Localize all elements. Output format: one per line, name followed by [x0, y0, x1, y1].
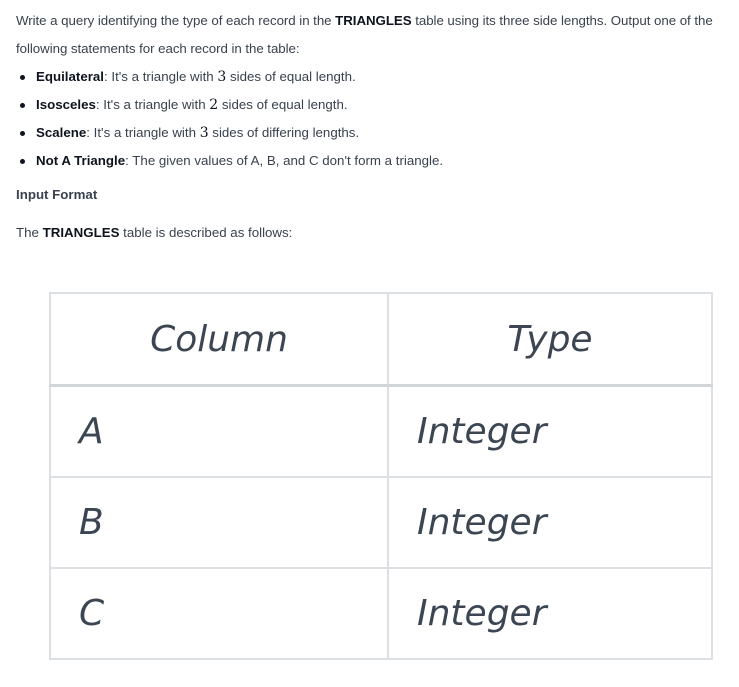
- statement-number: 3: [217, 69, 227, 85]
- intro-text-end: table using its three side lengths. Output one of the following statements for each record in the table:: [16, 13, 713, 56]
- bullet-icon: [20, 159, 25, 164]
- list-item: [16, 91, 732, 119]
- statement-term: Scalene: [36, 125, 87, 140]
- statement-text: : The given values of A, B, and C don't form a triangle.: [125, 153, 444, 168]
- statement-list: [16, 63, 732, 175]
- statement-text-end: sides of differing lengths.: [208, 125, 360, 140]
- column-type-cell: Integer: [388, 386, 712, 478]
- column-name-cell: C: [50, 568, 388, 659]
- problem-intro: [16, 0, 732, 63]
- bullet-icon: [20, 75, 25, 80]
- list-item: [16, 119, 732, 147]
- intro-text-start: Write a query identifying the type of each record in the: [16, 13, 336, 28]
- table-row: [50, 386, 712, 478]
- column-type-cell: Integer: [388, 568, 712, 659]
- bullet-icon: [20, 131, 25, 136]
- table-desc-table-name: TRIANGLES: [42, 225, 120, 240]
- list-item: [16, 63, 732, 91]
- column-header-column: Column: [50, 293, 388, 386]
- input-format-heading: Input Format: [16, 187, 98, 202]
- statement-term: Not A Triangle: [36, 153, 126, 168]
- schema-table: [49, 292, 713, 660]
- column-header-type: Type: [388, 293, 712, 386]
- table-description: [16, 222, 292, 244]
- statement-text: : It's a triangle with: [95, 97, 210, 112]
- bullet-icon: [20, 103, 25, 108]
- statement-text-end: sides of equal length.: [218, 97, 348, 112]
- statement-number: 2: [209, 97, 219, 113]
- statement-number: 3: [199, 125, 209, 141]
- table-row: [50, 477, 712, 568]
- table-header-row: [50, 293, 712, 386]
- table-row: [50, 568, 712, 659]
- statement-text-end: sides of equal length.: [226, 69, 356, 84]
- statement-term: Isosceles: [36, 97, 96, 112]
- problem-statement: [16, 0, 732, 175]
- statement-term: Equilateral: [36, 69, 104, 84]
- list-item: [16, 147, 732, 175]
- column-type-cell: Integer: [388, 477, 712, 568]
- column-name-cell: B: [50, 477, 388, 568]
- intro-table-name: TRIANGLES: [335, 13, 412, 28]
- statement-text: : It's a triangle with: [86, 125, 200, 140]
- column-name-cell: A: [50, 386, 388, 478]
- statement-text: : It's a triangle with: [103, 69, 218, 84]
- table-desc-start: The: [16, 225, 43, 240]
- table-desc-end: table is described as follows:: [119, 225, 293, 240]
